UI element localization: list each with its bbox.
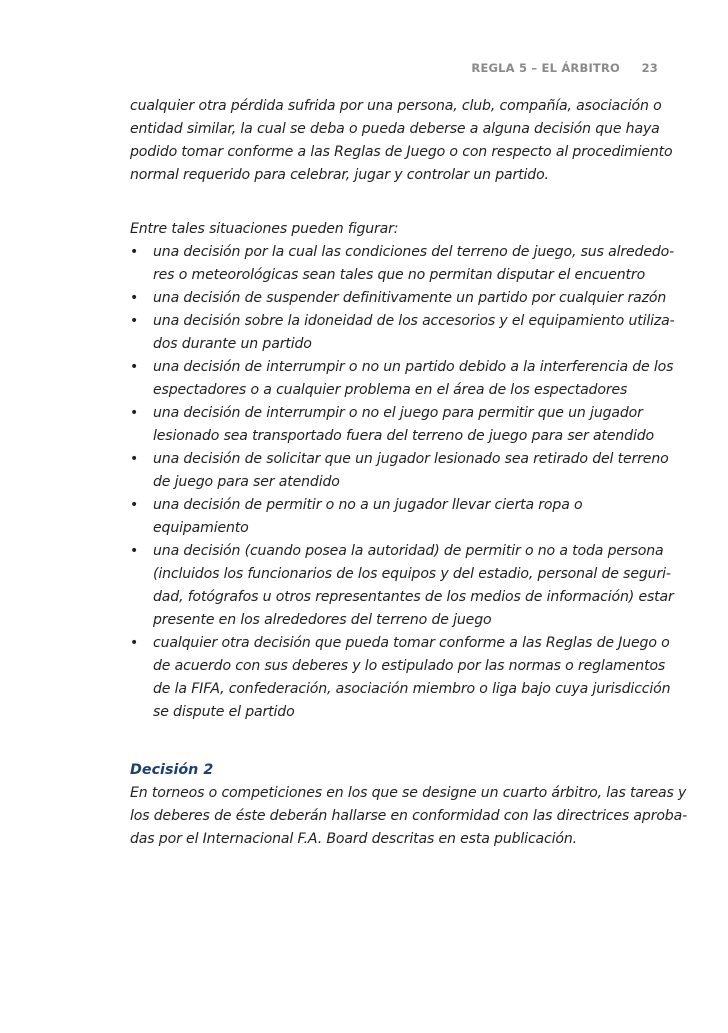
- list-item-line: espectadores o a cualquier problema en el área de los espectadores: [153, 382, 628, 398]
- bullet-icon: •: [130, 543, 139, 559]
- bullet-icon: •: [130, 359, 139, 375]
- list-item-line: dad, fotógrafos u otros representantes de los medios de información) estar: [153, 589, 674, 605]
- list-item: [130, 540, 674, 632]
- paragraph-line: das por el Internacional F.A. Board descritas en esta publicación.: [130, 831, 577, 847]
- decision-2-heading: Decisión 2: [130, 762, 214, 778]
- list-item-line: cualquier otra decisión que pueda tomar conforme a las Reglas de Juego o: [153, 635, 670, 651]
- paragraph-line: En torneos o competiciones en los que se designe un cuarto árbitro, las tareas y: [130, 785, 687, 801]
- list-item: [130, 632, 671, 724]
- list-item: [130, 310, 675, 356]
- list-item-line: de acuerdo con sus deberes y lo estipulado por las normas o reglamentos: [153, 658, 666, 674]
- list-item-line: se dispute el partido: [153, 704, 295, 720]
- list-item-line: de la FIFA, confederación, asociación miembro o liga bajo cuya jurisdicción: [153, 681, 671, 697]
- bullet-icon: •: [130, 497, 139, 513]
- paragraph-line: podido tomar conforme a las Reglas de Juego o con respecto al procedimiento: [130, 144, 673, 160]
- list-item: [130, 356, 674, 402]
- list-item: [130, 287, 667, 310]
- list-item-line: una decisión de interrumpir o no el juego para permitir que un jugador: [153, 405, 643, 421]
- list-item-line: una decisión (cuando posea la autoridad) de permitir o no a toda persona: [153, 543, 664, 559]
- list-item-line: una decisión de interrumpir o no un partido debido a la interferencia de los: [153, 359, 674, 375]
- bullet-icon: •: [130, 290, 139, 306]
- list-item-line: dos durante un partido: [153, 336, 312, 352]
- list-intro: [130, 218, 660, 241]
- bullet-icon: •: [130, 313, 139, 329]
- paragraph-continuation: [130, 95, 673, 187]
- list-item-line: una decisión sobre la idoneidad de los accesorios y el equipamiento utiliza-: [153, 313, 675, 329]
- list-item: [130, 402, 660, 448]
- situations-list: [130, 241, 675, 724]
- paragraph-line: cualquier otra pérdida sufrida por una persona, club, compañía, asociación o: [130, 98, 662, 114]
- list-intro-line: Entre tales situaciones pueden figurar:: [130, 221, 399, 237]
- list-item-line: una decisión de permitir o no a un jugador llevar cierta ropa o: [153, 497, 583, 513]
- list-item: [130, 448, 669, 494]
- list-item-line: una decisión de suspender definitivamente un partido por cualquier razón: [153, 290, 667, 306]
- decision-2-paragraph: [130, 782, 688, 851]
- bullet-icon: •: [130, 244, 139, 260]
- list-item: [130, 494, 660, 540]
- list-item-line: res o meteorológicas sean tales que no permitan disputar el encuentro: [153, 267, 646, 283]
- list-item-line: equipamiento: [153, 520, 249, 536]
- page-number: 23: [641, 61, 658, 75]
- paragraph-line: entidad similar, la cual se deba o pueda deberse a alguna decisión que haya: [130, 121, 660, 137]
- running-title: REGLA 5 – EL ÁRBITRO: [471, 61, 620, 75]
- bullet-icon: •: [130, 635, 139, 651]
- list-item-line: lesionado sea transportado fuera del terreno de juego para ser atendido: [153, 428, 654, 444]
- list-item-line: (incluidos los funcionarios de los equipos y del estadio, personal de seguri-: [153, 566, 671, 582]
- list-item-line: una decisión por la cual las condiciones del terreno de juego, sus alrededo-: [153, 244, 675, 260]
- list-item: [130, 241, 675, 287]
- bullet-icon: •: [130, 451, 139, 467]
- list-item-line: una decisión de solicitar que un jugador lesionado sea retirado del terreno: [153, 451, 669, 467]
- bullet-icon: •: [130, 405, 139, 421]
- list-item-line: de juego para ser atendido: [153, 474, 340, 490]
- list-item-line: presente en los alrededores del terreno de juego: [153, 612, 492, 628]
- paragraph-line: normal requerido para celebrar, jugar y controlar un partido.: [130, 167, 549, 183]
- paragraph-line: los deberes de éste deberán hallarse en conformidad con las directrices aproba-: [130, 808, 688, 824]
